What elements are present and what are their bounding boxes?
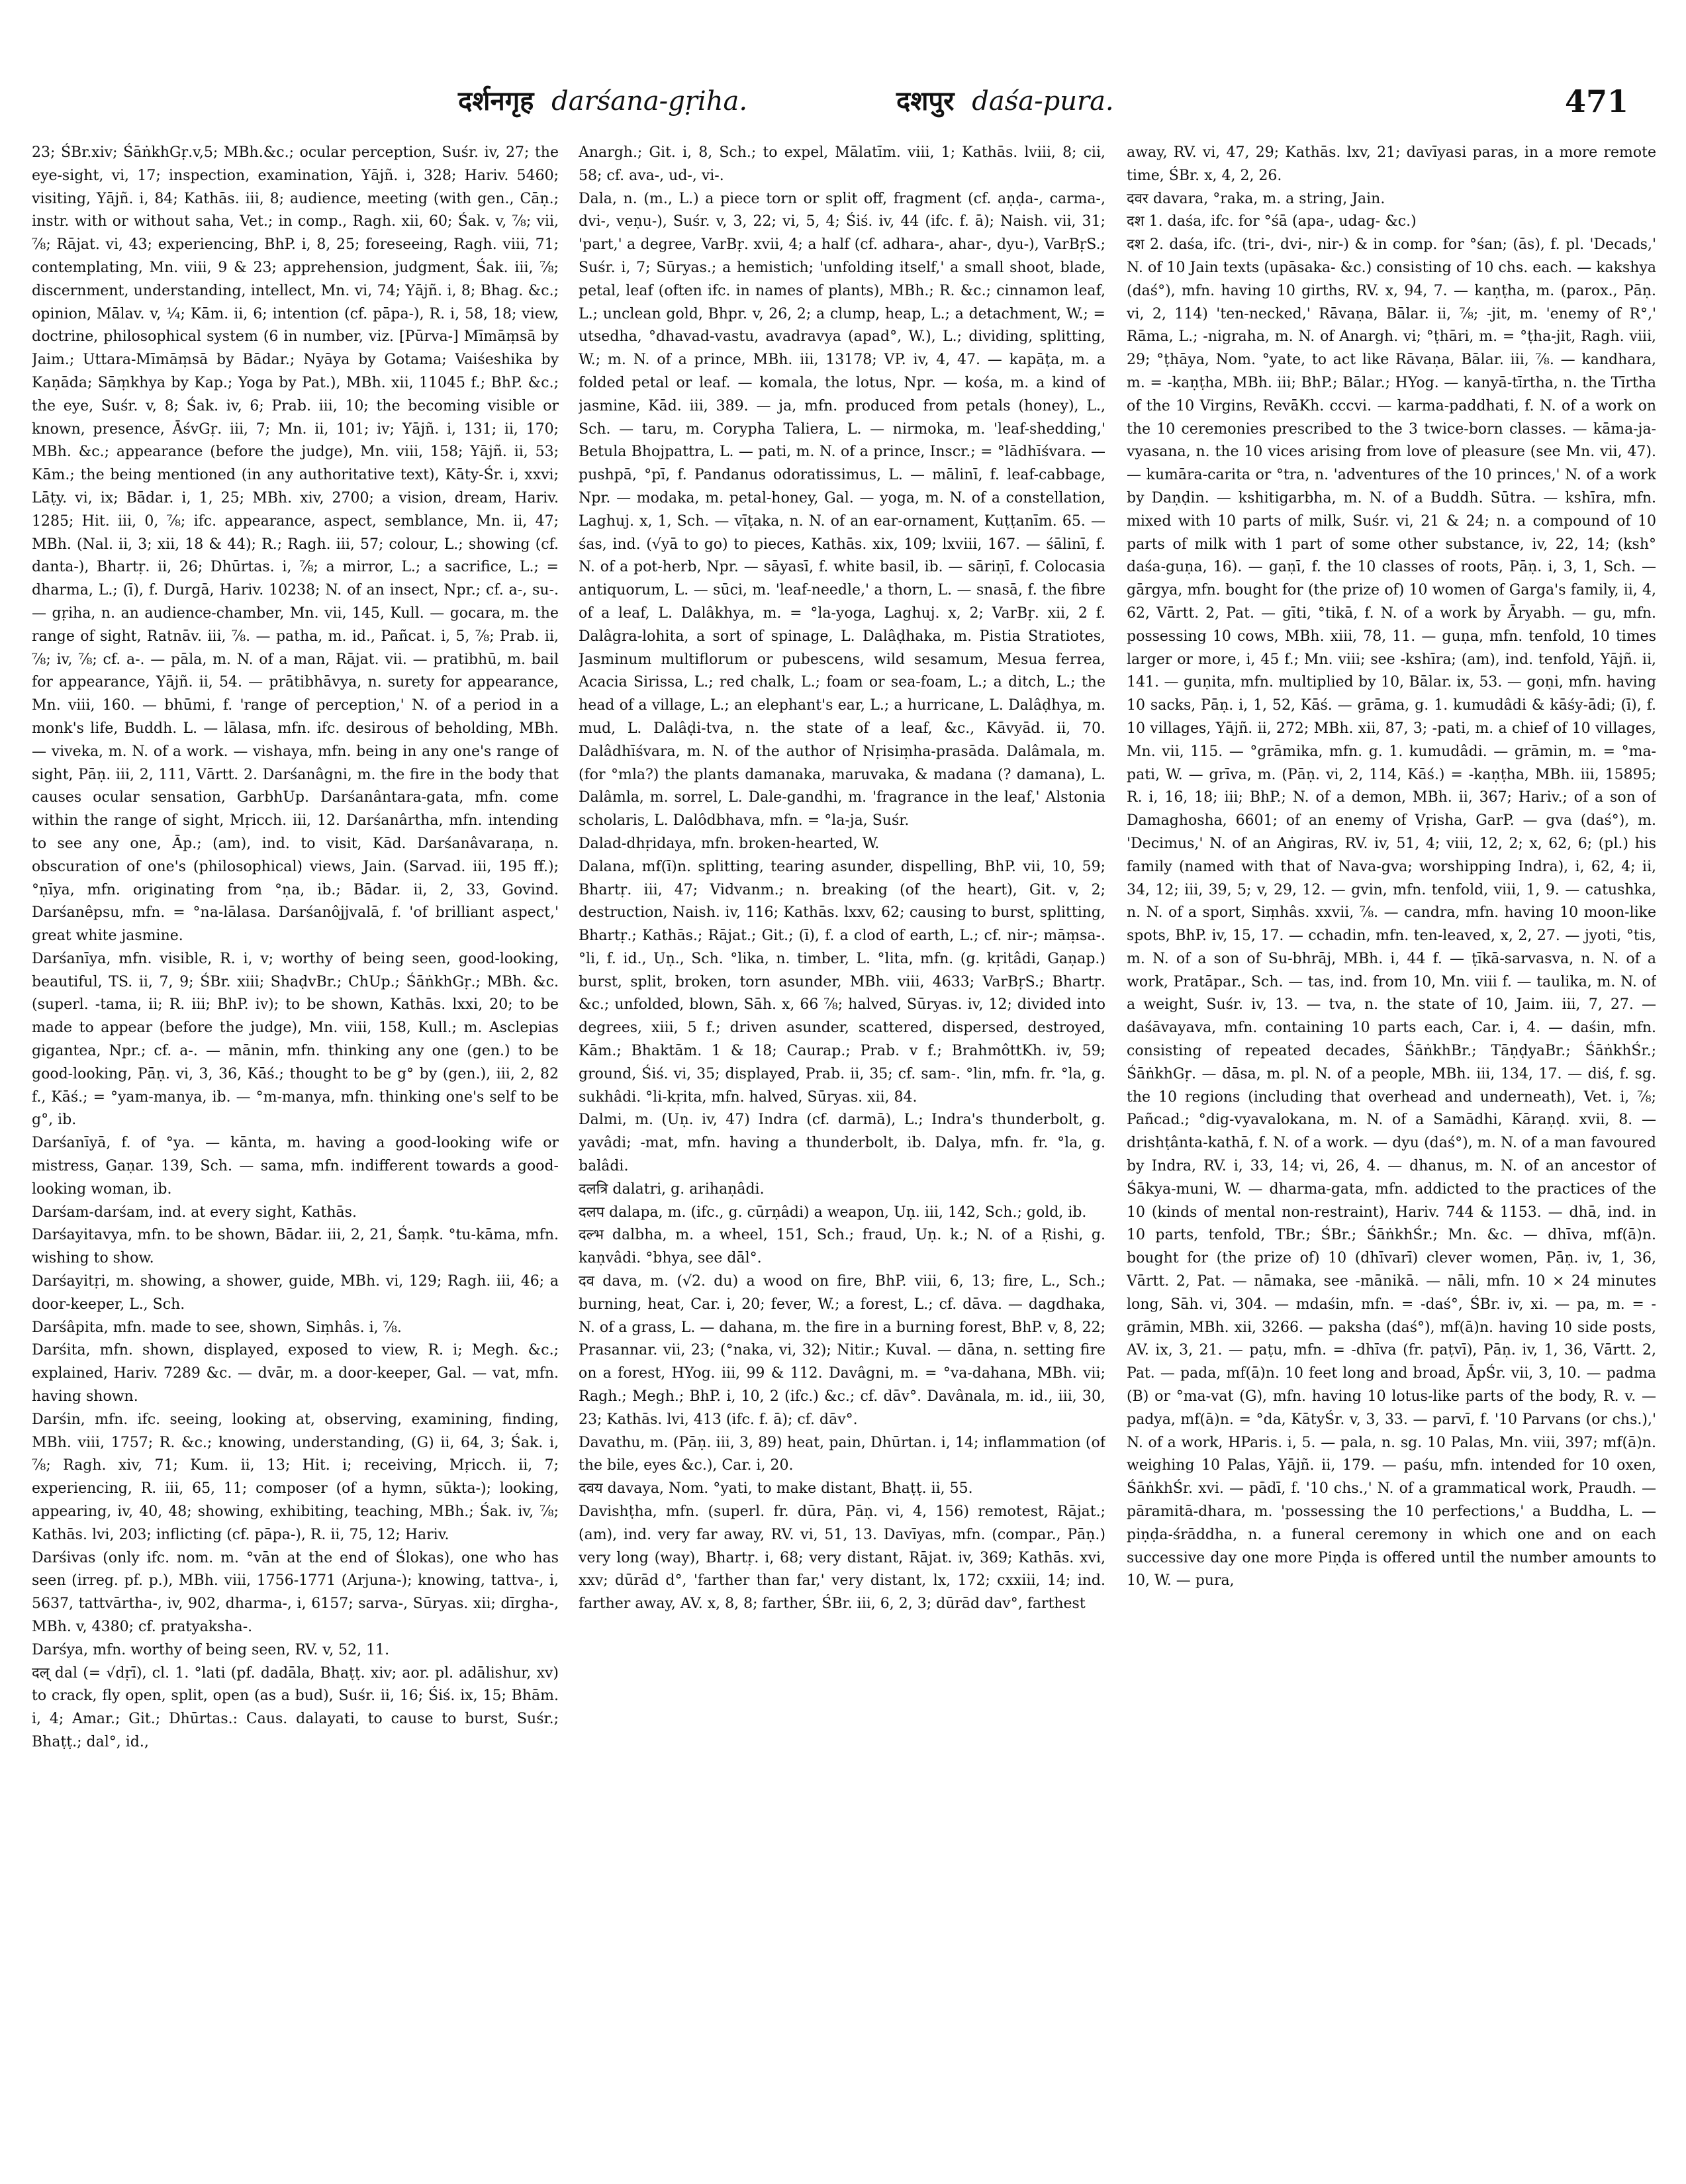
dictionary-entry: दलत्रि dalatri, g. arihaṇâdi. <box>579 1180 765 1198</box>
dictionary-entry: Dalmi, m. (Uṇ. iv, 47) Indra (cf. darmā), L.; Indra's thunderbolt, g. yavâdi; -mat, mfn. having a thunderbolt, ib. Dalya, mfn. fr. °la, g. balâdi. <box>579 1112 1105 1175</box>
dictionary-entry: Darśam-darśam, ind. at every sight, Kathās. <box>32 1204 357 1221</box>
dictionary-entry: Darśya, mfn. worthy of being seen, RV. v, 52, 11. <box>32 1641 390 1658</box>
column-middle <box>579 142 1105 2161</box>
dictionary-entry: Davathu, m. (Pāṇ. iii, 3, 89) heat, pain, Dhūrtan. i, 14; inflammation (of the bile, eyes &c.), Car. i, 20. <box>579 1434 1105 1474</box>
running-head-right-devanagari: दशपुर <box>896 86 955 117</box>
dictionary-entry: दल्भ dalbha, m. a wheel, 151, Sch.; fraud, Uṇ. k.; N. of a Ṛishi, g. kaṇvâdi. °bhya, see dāl°. <box>579 1227 1105 1267</box>
dictionary-entry: Darśanīyā, f. of °ya. — kānta, m. having a good-looking wife or mistress, Gaṇar. 139, Sch. — sama, mfn. indifferent towards a good-looking woman, ib. <box>32 1135 559 1198</box>
page-number: 471 <box>1564 83 1628 119</box>
dictionary-entry: दल् dal (= √dṛī), cl. 1. °lati (pf. dadāla, Bhaṭṭ. xiv; aor. pl. adālishur, xv) to crack, fly open, split, open (as a bud), Suśr. ii, 16; Śiś. ix, 15; Bhām. i, 4; Amar.; Git.; Dhūrtas.: Caus. dalayati, to cause to burst, Suśr.; Bhaṭṭ.; dal°, id., <box>32 1664 559 1750</box>
dictionary-entry: Darśayitṛi, m. showing, a shower, guide, MBh. vi, 129; Ragh. iii, 46; a door-keeper, L., Sch. <box>32 1273 559 1313</box>
dictionary-entry: Darśanīya, mfn. visible, R. i, v; worthy of being seen, good-looking, beautiful, TS. ii, 7, 9; ŚBr. xiii; ShaḍvBr.; ChUp.; ŚāṅkhGṛ.; MBh. &c. (superl. -tama, ii; R. iii; BhP. iv); to be shown, Kathās. lxxi, 20; to be made to appear (before the judge), Mn. viii, 158, Kull.; m. Asclepias gigantea, Npr.; cf. a-. — mānin, mfn. thinking any one (gen.) to be good-looking, Pāṇ. vi, 3, 36, Kāś.; thought to be g° by (gen.), iii, 2, 82 f., Kāś.; = °yam-manya, ib. — °m-manya, mfn. thinking one's self to be g°, ib. <box>32 950 559 1129</box>
dictionary-entry: away, RV. vi, 47, 29; Kathās. lxv, 21; davīyasi paras, in a more remote time, ŚBr. x, 4, 2, 26. <box>1127 144 1656 184</box>
dictionary-entry: दव dava, m. (√2. du) a wood on fire, BhP. viii, 6, 13; fire, L., Sch.; burning, heat, Car. i, 20; fever, W.; a forest, L.; cf. dāva. — dagdhaka, N. of a grass, L. — dahana, m. the fire in a burning forest, BhP. v, 8, 22; Prasannar. vii, 23; (°naka, vi, 32); Nitir.; Kuval. — dāna, n. setting fire on a forest, HYog. iii, 99 & 112. Davâgni, m. = °va-dahana, MBh. vii; Ragh.; Megh.; BhP. i, 10, 2 (ifc.) &c.; cf. dāv°. Davânala, m. id., iii, 30, 23; Kathās. lvi, 413 (ifc. f. ā); cf. dāv°. <box>579 1273 1105 1428</box>
column-left <box>32 142 559 2161</box>
column-right <box>1127 142 1656 2161</box>
dictionary-entry: Dalana, mf(ī)n. splitting, tearing asunder, dispelling, BhP. vii, 10, 59; Bhartṛ. iii, 47; Vidvanm.; n. breaking (of the heart), Git. v, 2; destruction, Naish. iv, 116; Kathās. lxxv, 62; causing to burst, splitting, Bhartṛ.; Kathās.; Rājat.; Git.; (ī), f. a clod of earth, L.; cf. nir-; māṃsa-. °li, f. id., Uṇ., Sch. °lika, n. timber, L. °lita, mfn. (g. kṛitâdi, Gaṇap.) burst, split, broken, torn asunder, MBh. viii, 4633; VarBṛS.; Bhartṛ. &c.; unfolded, blown, Sāh. x, 66 ⅞; halved, Sūryas. iv, 12; divided into degrees, xiii, 5 f.; driven asunder, scattered, dispersed, destroyed, Kām.; Bhaktām. 1 & 18; Caurap.; Prab. v f.; BrahmôttKh. iv, 59; ground, Śiś. vi, 35; displayed, Prab. ii, 35; cf. sam-. °lin, mfn. fr. °la, g. sukhâdi. °li-kṛita, mfn. halved, Sūryas. xii, 84. <box>579 858 1105 1106</box>
dictionary-entry: Darśita, mfn. shown, displayed, exposed to view, R. i; Megh. &c.; explained, Hariv. 7289 &c. — dvār, m. a door-keeper, Gal. — vat, mfn. having shown. <box>32 1342 559 1405</box>
dictionary-entry: दवर davara, °raka, m. a string, Jain. <box>1127 190 1385 207</box>
dictionary-entry: दलप dalapa, m. (ifc., g. cūrṇâdi) a weapon, Uṇ. iii, 142, Sch.; gold, ib. <box>579 1204 1087 1221</box>
dictionary-entry: दश 1. daśa, ifc. for °śā (apa-, udag- &c.) <box>1127 213 1417 230</box>
dictionary-entry: 23; ŚBr.xiv; ŚāṅkhGṛ.v,5; MBh.&c.; ocular perception, Suśr. iv, 27; the eye-sight, vi, 17; inspection, examination, Yājñ. i, 328; Hariv. 5460; visiting, Yājñ. i, 84; Kathās. iii, 8; audience, meeting (with gen., Cāṇ.; instr. with or without saha, Vet.; in comp., Ragh. xii, 60; Śak. v, ⅞; vii, ⅞; Rājat. vi, 43; experiencing, BhP. i, 8, 25; foreseeing, Ragh. viii, 71; contemplating, Mn. viii, 9 & 23; apprehension, judgment, Śak. iii, ⅞; discernment, understanding, intellect, Mn. vi, 74; Yājñ. i, 8; Bhag. &c.; opinion, Mālav. v, ¼; Kām. ii, 6; intention (cf. pāpa-), R. i, 58, 18; view, doctrine, philosophical system (6 in number, viz. [Pūrva-] Mīmāṃsā by Jaim.; Uttara-Mīmāṃsā by Bādar.; Nyāya by Gotama; Vaiśeshika by Kaṇāda; Sāṃkhya by Kap.; Yoga by Pat.), MBh. xii, 11045 f.; BhP. &c.; the eye, Suśr. v, 8; Śak. iv, 6; Prab. iii, 10; the becoming visible or known, presence, ĀśvGṛ. iii, 7; Mn. ii, 101; iv; Yājñ. i, 131; ii, 170; MBh. &c.; appearance (before the judge), Mn. viii, 158; Yājñ. ii, 53; Kām.; the being mentioned (in any authoritative text), Kāty-Śr. i, xxvi; Lāṭy. vi, ix; Bādar. i, 1, 25; MBh. xiv, 2700; a vision, dream, Hariv. 1285; Hit. iii, 0, ⅞; ifc. appearance, aspect, semblance, Mn. ii, 47; MBh. (Nal. ii, 3; xii, 18 & 44); R.; Ragh. iii, 57; colour, L.; showing (cf. danta-), Bhartṛ. ii, 26; Dhūrtas. i, ⅞; a mirror, L.; a sacrifice, L.; = dharma, L.; (ī), f. Durgā, Hariv. 10238; N. of an insect, Npr.; cf. a-, su-. — gṛiha, n. an audience-chamber, Mn. vii, 145, Kull. — gocara, m. the range of sight, Ratnāv. iii, ⅞. — patha, m. id., Pañcat. i, 5, ⅞; Prab. ii, ⅞; iv, ⅞; cf. a-. — pāla, m. N. of a man, Rājat. vii. — pratibhū, m. bail for appearance, Yājñ. ii, 54. — prātibhāvya, n. surety for appearance, Mn. viii, 160. — bhūmi, f. 'range of perception,' N. of a period in a monk's life, Buddh. L. — lālasa, mfn. ifc. desirous of beholding, MBh. — viveka, m. N. of a work. — vishaya, mfn. being in any one's range of sight, Pāṇ. iii, 2, 111, Vārtt. 2. Darśanâgni, m. the fire in the body that causes ocular sensation, GarbhUp. Darśanântara-gata, mfn. come within the range of sight, Mṛicch. iii, 12. Darśanârtha, mfn. intending to see any one, Āp.; (am), ind. to visit, Kād. Darśanâvaraṇa, n. obscuration of one's (philosophical) views, Jain. (Sarvad. iii, 195 ff.); °ṇīya, mfn. originating from °ṇa, ib.; Bādar. ii, 2, 33, Govind. Darśanêpsu, mfn. = °na-lālasa. Darśanôjjvalā, f. 'of brilliant aspect,' great white jasmine. <box>32 144 559 945</box>
dictionary-entry: Darśâpita, mfn. made to see, shown, Siṃhâs. i, ⅞. <box>32 1319 402 1336</box>
dictionary-entry: दश 2. daśa, ifc. (tri-, dvi-, nir-) & in comp. for °śan; (ās), f. pl. 'Decads,' N. of 10 Jain texts (upāsaka- &c.) consisting of 10 chs. each. — kakshya (daś°), mfn. having 10 girths, RV. x, 94, 7. — kaṇṭha, m. (parox., Pāṇ. vi, 2, 114) 'ten-necked,' Rāvaṇa, Bālar. ii, ⅞; -jit, m. 'enemy of R°,' Rāma, L.; -nigraha, m. N. of Anargh. vi; °ṭhāri, m. = °ṭha-jit, Ragh. viii, 29; °ṭhāya, Nom. °yate, to act like Rāvaṇa, Bālar. iii, ⅞. — kandhara, m. = -kaṇṭha, MBh. iii; BhP.; Bālar.; HYog. — kanyā-tīrtha, n. the Tīrtha of the 10 Virgins, RevāKh. cccvi. — karma-paddhati, f. N. of a work on the 10 ceremonies prescribed to the 3 twice-born classes. — kāma-ja-vyasana, n. the 10 vices arising from love of pleasure (see Mn. vii, 47). — kumāra-carita or °tra, n. 'adventures of the 10 princes,' N. of a work by Daṇḍin. — kshitigarbha, m. N. of a Buddh. Sūtra. — kshīra, mfn. mixed with 10 parts of milk, Suśr. vi, 21 & 24; n. a compound of 10 parts of milk with 1 part of some other substance, iv, 22, 14; (ksh° daśa-guṇa, 16). — gaṇī, f. the 10 classes of roots, Pāṇ. i, 3, 1, Sch. — gārgya, mfn. bought for (the prize of) 10 women of Garga's family, ii, 4, 62, Vārtt. 2, Pat. — gīti, °tikā, f. N. of a work by Āryabh. — gu, mfn. possessing 10 cows, MBh. xiii, 78, 11. — guṇa, mfn. tenfold, 10 times larger or more, i, 45 f.; Mn. viii; see -kshīra; (am), ind. tenfold, Yājñ. ii, 141. — guṇita, mfn. multiplied by 10, Bālar. ix, 53. — goṇi, mfn. having 10 sacks, Pāṇ. i, 1, 52, Kāś. — grāma, g. 1. kumudâdi & kāśy-ādi; (ī), f. 10 villages, Yājñ. ii, 272; MBh. xii, 87, 3; -pati, m. a chief of 10 villages, Mn. vii, 115. — °grāmika, mfn. g. 1. kumudâdi. — grāmin, m. = °ma-pati, W. — grīva, m. (Pāṇ. vi, 2, 114, Kāś.) = -kaṇṭha, MBh. iii, 15895; R. i, 16, 18; iii; BhP.; N. of a demon, MBh. ii, 367; Hariv.; of a son of Damaghosha, 6601; of an enemy of Vṛisha, GarP. — gva (daś°), m. 'Decimus,' N. of an Aṅgiras, RV. iv, 51, 4; viii, 12, 2; x, 62, 6; (pl.) his family (named with that of Nava-gva; worshipping Indra), i, 62, 4; ii, 34, 12; iii, 39, 5; v, 29, 12. — gvin, mfn. tenfold, viii, 1, 9. — catushka, n. N. of a sport, Siṃhâs. xxvii, ⅞. — candra, mfn. having 10 moon-like spots, BhP. iv, 15, 17. — cchadin, mfn. ten-leaved, x, 2, 27. — jyoti, °tis, m. N. of a son of Su-bhrāj, MBh. i, 44 f. — ṭīkā-sarvasva, n. N. of a work, Pratāpar., Sch. — tas, ind. from 10, Mn. viii f. — taulika, m. N. of a weight, Suśr. iv, 13. — tva, n. the state of 10, Jaim. iii, 7, 27. — daśāvayava, mfn. containing 10 parts each, Car. i, 4. — daśin, mfn. consisting of repeated decades, ŚāṅkhBr.; TāṇḍyaBr.; ŚāṅkhŚr.; ŚāṅkhGṛ. — dāsa, m. pl. N. of a people, MBh. iii, 134, 17. — diś, f. sg. the 10 regions (including that overhead and underneath), Vet. i, ⅞; Pañcad.; °dig-vyavalokana, m. N. of a Samādhi, Kāraṇḍ. xvii, 8. — drishṭânta-kathā, f. N. of a work. — dyu (daś°), m. N. of a man favoured by Indra, RV. i, 33, 14; vi, 26, 4. — dhanus, m. N. of an ancestor of Śākya-muni, W. — dharma-gata, mfn. addicted to the practices of the 10 (kinds of mental non-restraint), Hariv. 744 & 1153. — dhā, ind. in 10 parts, tenfold, TBr.; ŚBr.; ŚāṅkhŚr.; Mn. &c. — dhīva, mf(ā)n. bought for (the prize of) 10 (dhīvarī) clever women, Pāṇ. iv, 1, 36, Vārtt. 2, Pat. — nāmaka, see -mānikā. — nāli, mfn. 10 × 24 minutes long, Sāh. vi, 304. — mdaśin, mfn. = -daś°, ŚBr. iv, xi. — pa, m. = -grāmin, MBh. xii, 3266. — paksha (daś°), mf(ā)n. having 10 side posts, AV. ix, 3, 21. — paṭu, mfn. = -dhīva (fr. paṭvī), Pāṇ. iv, 1, 36, Vārtt. 2, Pat. — pada, mf(ā)n. 10 feet long and broad, ĀpŚr. vii, 3, 10. — padma (B) or °ma-vat (G), mfn. having 10 lotus-like parts of the body, R. v. — padya, mf(ā)n. = °da, KātyŚr. v, 3, 33. — parvī, f. '10 Parvans (or chs.),' N. of a work, HParis. i, 5. — pala, n. sg. 10 Palas, Mn. viii, 397; mf(ā)n. weighing 10 Palas, Yājñ. ii, 179. — paśu, mfn. intended for 10 oxen, ŚāṅkhŚr. xvi. — pādī, f. '10 chs.,' N. of a grammatical work, Praudh. — pāramitā-dhara, m. 'possessing the 10 perfections,' a Buddha, L. — piṇḍa-śrāddha, n. a funeral ceremony in which one and on each successive day one more Piṇḍa is offered until the number amounts to 10, W. — pura, <box>1127 236 1656 1590</box>
running-head-right <box>896 78 1114 124</box>
dictionary-entry: Davishṭha, mfn. (superl. fr. dūra, Pāṇ. vi, 4, 156) remotest, Rājat.; (am), ind. very far away, RV. vi, 51, 13. Davīyas, mfn. (compar., Pāṇ.) very long (way), Bhartṛ. i, 68; very distant, Rājat. iv, 369; Kathās. xvi, xxv; dūrād d°, 'farther than far,' very distant, lx, 172; cxxiii, 14; ind. farther away, AV. x, 8, 8; farther, ŚBr. iii, 6, 2, 3; dūrād dav°, farthest <box>579 1503 1105 1613</box>
dictionary-entry: Anargh.; Git. i, 8, Sch.; to expel, Mālatīm. viii, 1; Kathās. lviii, 8; cii, 58; cf. ava-, ud-, vi-. <box>579 144 1105 184</box>
dictionary-entry: दवय davaya, Nom. °yati, to make distant, Bhaṭṭ. ii, 55. <box>579 1480 973 1497</box>
running-head-left-devanagari: दर्शनगृह <box>458 86 534 117</box>
running-head-left <box>458 78 747 124</box>
dictionary-entry: Darśin, mfn. ifc. seeing, looking at, observing, examining, finding, MBh. viii, 1757; R. &c.; knowing, understanding, (G) ii, 64, 3; Śak. i, ⅞; Ragh. xiv, 71; Kum. ii, 13; Hit. i; receiving, Mṛicch. ii, 7; experiencing, R. iii, 65, 11; composer (of a hymn, sūkta-); looking, appearing, iv, 40, 48; showing, exhibiting, teaching, MBh.; Śak. iv, ⅞; Kathās. lvi, 203; inflicting (cf. pāpa-), R. ii, 75, 12; Hariv. <box>32 1411 559 1543</box>
running-head-left-translit: darśana-gṛiha. <box>551 86 748 117</box>
dictionary-entry: Dala, n. (m., L.) a piece torn or split off, fragment (cf. aṇḍa-, carma-, dvi-, veṇu-), Suśr. v, 3, 22; vi, 5, 4; Śiś. iv, 44 (ifc. f. ā); Naish. vii, 31; 'part,' a degree, VarBṛ. xvii, 4; a half (cf. adhara-, ahar-, dyu-), VarBṛS.; Suśr. i, 7; Sūryas.; a hemistich; 'unfolding itself,' a small shoot, blade, petal, leaf (often ifc. in names of plants), MBh.; R. &c.; cinnamon leaf, L.; unclean gold, Bhpr. v, 26, 2; a clump, heap, L.; a detachment, W.; = utsedha, °dhavad-vastu, avadravya (apad°, W.), L.; dividing, splitting, W.; m. N. of a prince, MBh. iii, 13178; VP. iv, 4, 47. — kapāṭa, m. a folded petal or leaf. — komala, the lotus, Npr. — kośa, m. a kind of jasmine, Kād. iii, 389. — ja, mfn. produced from petals (honey), L., Sch. — taru, m. Corypha Taliera, L. — nirmoka, m. 'leaf-shedding,' Betula Bhojpattra, L. — pati, m. N. of a prince, Inscr.; = °lādhīśvara. — pushpā, °pī, f. Pandanus odoratissimus, L. — mālinī, f. leaf-cabbage, Npr. — modaka, m. petal-honey, Gal. — yoga, m. N. of a constellation, Laghuj. x, 1, Sch. — vīṭaka, n. N. of an ear-ornament, Kuṭṭanīm. 65. — śas, ind. (√yā to go) to pieces, Kathās. xix, 109; lxviii, 167. — śālinī, f. N. of a pot-herb, Npr. — sāyasī, f. white basil, ib. — sāriṇī, f. Colocasia antiquorum, L. — sūci, m. 'leaf-needle,' a thorn, L. — snasā, f. the fibre of a leaf, L. Dalâkhya, m. = °la-yoga, Laghuj. x, 2; VarBṛ. xii, 2 f. Dalâgra-lohita, a sort of spinage, L. Dalâḍhaka, m. Pistia Stratiotes, Jasminum multiflorum or pubescens, wild sesamum, Mesua ferrea, Acacia Sirissa, L.; red chalk, L.; foam or sea-foam, L.; a ditch, L.; the head of a village, L.; an elephant's ear, L.; a hurricane, L. Dalâḍhya, m. mud, L. Dalâḍi-tva, n. the state of a leaf, &c., Kāvyād. ii, 70. Dalâdhīśvara, m. N. of the author of Nṛisiṃha-prasāda. Dalâmala, m. (for °mla?) the plants damanaka, maruvaka, & madana (? damana), L. Dalâmla, m. sorrel, L. Dale-gandhi, m. 'fragrance in the leaf,' Alstonia scholaris, L. Dalôdbhava, mfn. = °la-ja, Suśr. <box>579 190 1105 830</box>
dictionary-entry: Darśayitavya, mfn. to be shown, Bādar. iii, 2, 21, Śaṃk. °tu-kāma, mfn. wishing to show. <box>32 1227 559 1267</box>
dictionary-entry: Darśivas (only ifc. nom. m. °vān at the end of Ślokas), one who has seen (irreg. pf. p.), MBh. viii, 1756-1771 (Arjuna-); knowing, tattva-, i, 5637, tattvārtha-, iv, 902, dharma-, i, 6157; sarva-, Sūryas. xii; dīrgha-, MBh. v, 4380; cf. pratyaksha-. <box>32 1549 559 1635</box>
dictionary-entry: Dalad-dhṛidaya, mfn. broken-hearted, W. <box>579 835 880 852</box>
running-head-right-translit: daśa-pura. <box>972 86 1114 117</box>
